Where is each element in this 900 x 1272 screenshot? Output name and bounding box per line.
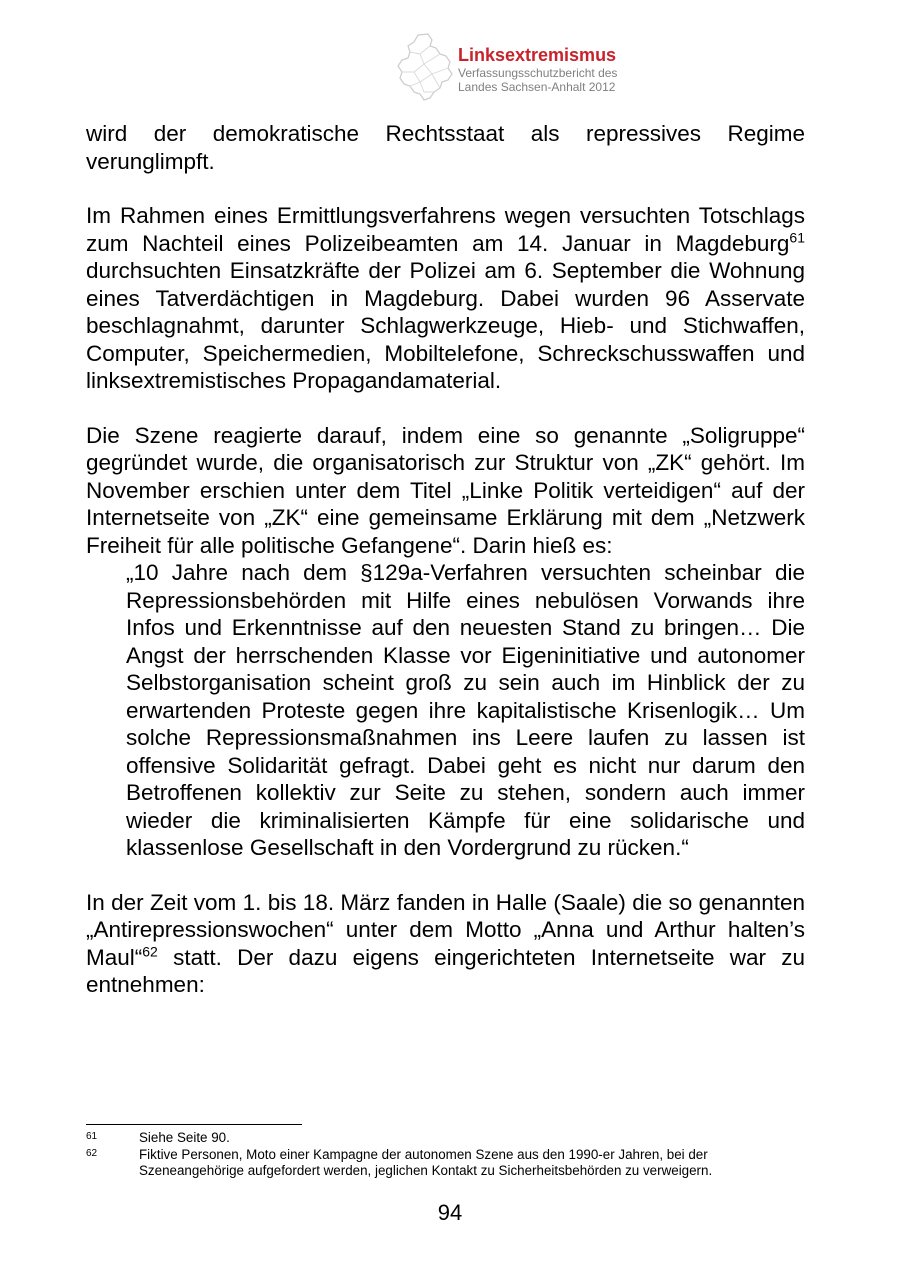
header-text-block: [458, 44, 617, 94]
paragraph-3: Die Szene reagierte darauf, indem eine so genannte „Soligruppe“ gegründet wurde, die organisatorisch zur Struktur von „ZK“ gehört. Im November erschien unter dem Titel „Linke Politik verteidigen“ auf der Internetseite von „ZK“ eine gemeinsame Erklärung mit dem „Netzwerk Freiheit für alle politische Gefangene“. Darin hieß es:: [86, 422, 805, 558]
block-quote: „10 Jahre nach dem §129a-Verfahren versuchten scheinbar die Repressionsbehörden mit Hilfe eines nebulösen Vorwands ihre Infos und Erkenntnisse auf den neuesten Stand zu bringen… Die Angst der herrschenden Klasse vor Eigeninitiative und autonomer Selbstorganisation scheint groß zu sein auch im Hinblick der zu erwartenden Proteste gegen ihre kapitalistische Krisenlogik… Um solche Repressionsmaßnahmen ins Leere laufen zu lassen ist offensive Solidarität gefragt. Dabei geht es nicht nur darum den Betroffenen kollektiv zur Seite zu stehen, sondern auch immer wieder die kriminalisierten Kämpfe für eine solidarische und klassenlose Gesellschaft in den Vordergrund zu rücken.“: [126, 560, 805, 860]
main-text: [86, 120, 805, 1026]
header-title: Linksextremismus: [458, 45, 617, 65]
paragraph-2-part-b: durchsuchten Einsatzkräfte der Polizei am 6. September die Wohnung eines Tatverdächtigen in Magdeburg. Dabei wurden 96 Asservate beschlagnahmt, darunter Schlagwerkzeuge, Hieb- und Stichwaffen, Computer, Speichermedien, Mobiltelefone, Schreckschusswaffen und linksextremistisches Propagandamaterial.: [86, 258, 805, 393]
paragraph-1: wird der demokratische Rechtsstaat als repressives Regime verunglimpft.: [86, 121, 805, 174]
paragraph-4-part-b: statt. Der dazu eigens eingerichteten Internetseite war zu entnehmen:: [86, 944, 805, 997]
footnote-text: Siehe Seite 90.: [139, 1130, 230, 1145]
footnote-text: Fiktive Personen, Moto einer Kampagne der autonomen Szene aus den 1990-er Jahren, bei der Szeneangehörige aufgefordert werden, jeglichen Kontakt zu Sicherheitsbehörden zu verweigern.: [139, 1146, 713, 1178]
header-subtitle-line2: Landes Sachsen-Anhalt 2012: [458, 80, 616, 94]
footnote-ref-62: 62: [142, 943, 158, 959]
footnote-62: [86, 1147, 806, 1180]
paragraph-4: [86, 889, 805, 999]
page-header: [396, 32, 696, 102]
paragraph-2: [86, 202, 805, 395]
footnote-divider: [86, 1124, 302, 1125]
footnote-ref-61: 61: [789, 229, 805, 245]
footnote-number: 62: [86, 1147, 98, 1159]
paragraph-4-part-a: In der Zeit vom 1. bis 18. März fanden in Halle (Saale) die so genannten „Antirepressionswochen“ unter dem Motto „Anna und Arthur halten’s Maul“: [86, 889, 805, 970]
page-number: 94: [437, 1200, 463, 1225]
footnotes: [86, 1130, 806, 1180]
footnote-number: 61: [86, 1131, 98, 1142]
sachsen-anhalt-map-icon: [396, 32, 458, 102]
header-subtitle-line1: Verfassungsschutzbericht des: [458, 66, 618, 80]
paragraph-2-part-a: Im Rahmen eines Ermittlungsverfahrens wegen versuchten Totschlags zum Nachteil eines Polizeibeamten am 14. Januar in Magdeburg: [86, 203, 805, 256]
footnote-61: [86, 1130, 806, 1147]
